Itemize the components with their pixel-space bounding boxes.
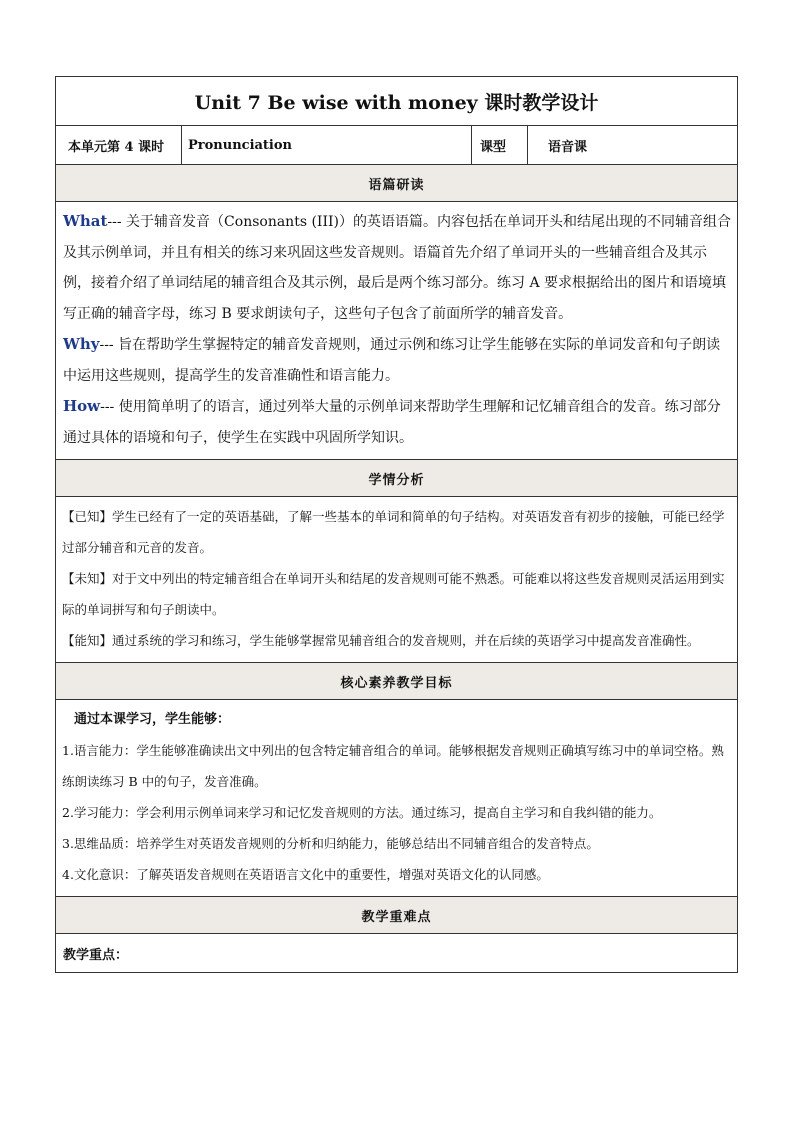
why-text: --- 旨在帮助学生掌握特定的辅音发音规则，通过示例和练习让学生能够在实际的单词发音和句子朗读中运用这些规则，提高学生的发音准确性和语言能力。 xyxy=(63,337,721,384)
document-title: Unit 7 Be wise with money 课时教学设计 xyxy=(56,77,738,126)
objectives-intro: 通过本课学习，学生能够： xyxy=(74,712,231,727)
learner-analysis-heading: 学情分析 xyxy=(56,460,738,497)
objectives-body xyxy=(56,700,738,897)
why-paragraph xyxy=(63,329,731,391)
how-label: How xyxy=(63,397,101,415)
what-label: What xyxy=(63,212,108,230)
achievable-item: 【能知】通过系统的学习和练习，学生能够掌握常见辅音组合的发音规则，并在后续的英语学习中提高发音准确性。 xyxy=(62,633,700,648)
lesson-type-value: 语音课 xyxy=(528,126,738,165)
objective-thinking: 3.思维品质：培养学生对英语发音规则的分析和归纳能力，能够总结出不同辅音组合的发音特点。 xyxy=(62,836,599,851)
teaching-focus-label: 教学重点： xyxy=(56,934,738,973)
unknown-item: 【未知】对于文中列出的特定辅音组合在单词开头和结尾的发音规则可能不熟悉。可能难以将这些发音规则灵活运用到实际的单词拼写和句子朗读中。 xyxy=(62,571,725,617)
objectives-heading: 核心素养教学目标 xyxy=(56,663,738,700)
lesson-number: 本单元第 4 课时 xyxy=(56,126,182,165)
lesson-topic: Pronunciation xyxy=(182,126,472,165)
meta-row xyxy=(56,126,738,165)
lesson-plan-table xyxy=(55,76,738,973)
key-points-heading: 教学重难点 xyxy=(56,897,738,934)
how-text: --- 使用简单明了的语言，通过列举大量的示例单词来帮助学生理解和记忆辅音组合的发音。练习部分通过具体的语境和句子，使学生在实践中巩固所学知识。 xyxy=(63,399,721,446)
what-text: --- 关于辅音发音（Consonants (III)）的英语语篇。内容包括在单词开头和结尾出现的不同辅音组合及其示例单词，并且有相关的练习来巩固这些发音规则。语篇首先介绍了单词开头的一些辅音组合及其示例，接着介绍了单词结尾的辅音组合及其示例，最后是两个练习部分。练习 A 要求根据给出的图片和语境填写正确的辅音字母，练习 B 要求朗读句子，这些句子包含了前面所学的辅音发音。 xyxy=(63,214,731,322)
lesson-type-label: 课型 xyxy=(472,126,528,165)
text-analysis-heading: 语篇研读 xyxy=(56,165,738,202)
text-analysis-body xyxy=(56,202,738,460)
objective-learning: 2.学习能力：学会利用示例单词来学习和记忆发音规则的方法。通过练习，提高自主学习和自我纠错的能力。 xyxy=(62,805,662,820)
why-label: Why xyxy=(63,335,100,353)
objective-language: 1.语言能力：学生能够准确读出文中列出的包含特定辅音组合的单词。能够根据发音规则正确填写练习中的单词空格。熟练朗读练习 B 中的句子，发音准确。 xyxy=(62,743,724,789)
what-paragraph xyxy=(63,206,731,329)
how-paragraph xyxy=(63,391,731,453)
known-item: 【已知】学生已经有了一定的英语基础，了解一些基本的单词和简单的句子结构。对英语发音有初步的接触，可能已经学过部分辅音和元音的发音。 xyxy=(62,509,725,555)
lesson-plan-document xyxy=(55,76,737,973)
objective-culture: 4.文化意识：了解英语发音规则在英语语言文化中的重要性，增强对英语文化的认同感。 xyxy=(62,867,549,882)
learner-analysis-body xyxy=(56,497,738,663)
